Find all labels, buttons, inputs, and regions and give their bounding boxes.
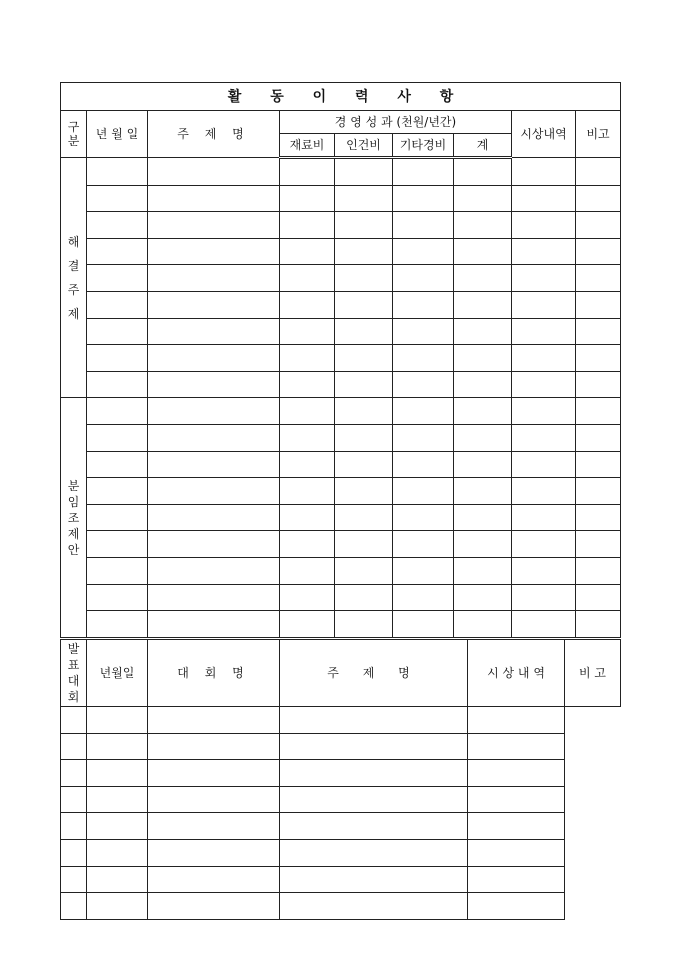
table-cell[interactable] xyxy=(393,345,454,372)
table-cell[interactable] xyxy=(454,371,512,398)
table-cell[interactable] xyxy=(576,451,621,478)
table-row xyxy=(61,212,621,239)
conf-subject-header: 주 제 명 xyxy=(280,640,468,707)
table-cell[interactable] xyxy=(393,504,454,531)
table-cell[interactable] xyxy=(454,531,512,558)
table-cell[interactable] xyxy=(576,611,621,638)
table-cell[interactable] xyxy=(576,584,621,611)
table-cell[interactable] xyxy=(280,478,335,505)
table-cell[interactable] xyxy=(512,345,576,372)
table-cell[interactable] xyxy=(393,611,454,638)
table-cell[interactable] xyxy=(454,424,512,451)
table-cell[interactable] xyxy=(393,185,454,212)
other-costs-header: 기타경비 xyxy=(393,134,454,158)
conf-awards-header: 시 상 내 역 xyxy=(468,640,565,707)
table-cell[interactable] xyxy=(576,398,621,425)
table-cell[interactable] xyxy=(454,504,512,531)
table-cell[interactable] xyxy=(335,371,393,398)
conf-remarks-header: 비 고 xyxy=(565,640,621,707)
table-cell[interactable] xyxy=(148,813,280,840)
table-cell[interactable] xyxy=(576,424,621,451)
table-cell[interactable] xyxy=(393,158,454,186)
table-row xyxy=(61,531,621,558)
table-row xyxy=(61,707,621,734)
table-cell[interactable] xyxy=(87,424,148,451)
table-row xyxy=(61,185,621,212)
table-cell[interactable] xyxy=(148,212,280,239)
table-cell[interactable] xyxy=(576,531,621,558)
table-row xyxy=(61,318,621,345)
table-cell[interactable] xyxy=(335,557,393,584)
table-cell[interactable] xyxy=(148,839,280,866)
table-cell[interactable] xyxy=(468,707,565,734)
table-cell[interactable] xyxy=(454,478,512,505)
table-row xyxy=(61,478,621,505)
table-cell[interactable] xyxy=(87,345,148,372)
table-cell[interactable] xyxy=(280,451,335,478)
table-cell[interactable] xyxy=(280,611,335,638)
table-cell[interactable] xyxy=(148,158,280,186)
table-cell[interactable] xyxy=(512,371,576,398)
table-cell[interactable] xyxy=(335,504,393,531)
table-cell[interactable] xyxy=(280,504,335,531)
table-row xyxy=(61,265,621,292)
table-row xyxy=(61,238,621,265)
table-cell[interactable] xyxy=(393,238,454,265)
table-cell[interactable] xyxy=(61,893,87,920)
table-row xyxy=(61,893,621,920)
remarks-header: 비고 xyxy=(576,111,621,158)
table-cell[interactable] xyxy=(280,424,335,451)
table-cell[interactable] xyxy=(148,318,280,345)
table-cell[interactable] xyxy=(335,424,393,451)
table-row xyxy=(61,611,621,638)
section-label: 해 결 주 제 xyxy=(61,158,87,398)
table-cell[interactable] xyxy=(468,839,565,866)
table-cell[interactable] xyxy=(148,733,280,760)
table-cell[interactable] xyxy=(87,371,148,398)
table-cell[interactable] xyxy=(512,158,576,186)
table-row xyxy=(61,424,621,451)
table-cell[interactable] xyxy=(576,265,621,292)
table-cell[interactable] xyxy=(280,866,468,893)
table-cell[interactable] xyxy=(280,291,335,318)
table-row xyxy=(61,786,621,813)
table-cell[interactable] xyxy=(148,398,280,425)
table-cell[interactable] xyxy=(87,265,148,292)
table-cell[interactable] xyxy=(61,866,87,893)
table-row xyxy=(61,291,621,318)
table-row xyxy=(61,371,621,398)
table-cell[interactable] xyxy=(87,584,148,611)
materials-header: 재료비 xyxy=(280,134,335,158)
table-cell[interactable] xyxy=(87,611,148,638)
table-cell[interactable] xyxy=(280,531,335,558)
table-cell[interactable] xyxy=(280,733,468,760)
table-cell[interactable] xyxy=(393,398,454,425)
table-cell[interactable] xyxy=(576,212,621,239)
table-cell[interactable] xyxy=(335,531,393,558)
table-cell[interactable] xyxy=(454,584,512,611)
table-cell[interactable] xyxy=(280,158,335,186)
table-cell[interactable] xyxy=(148,786,280,813)
table-cell[interactable] xyxy=(335,238,393,265)
table-cell[interactable] xyxy=(87,839,148,866)
table-cell[interactable] xyxy=(61,786,87,813)
table-cell[interactable] xyxy=(454,398,512,425)
total-header: 계 xyxy=(454,134,512,158)
table-cell[interactable] xyxy=(87,398,148,425)
table-cell[interactable] xyxy=(148,611,280,638)
table-cell[interactable] xyxy=(512,451,576,478)
activity-table xyxy=(60,82,621,638)
table-cell[interactable] xyxy=(454,291,512,318)
table-cell[interactable] xyxy=(512,584,576,611)
table-cell[interactable] xyxy=(280,318,335,345)
table-cell[interactable] xyxy=(454,212,512,239)
table-cell[interactable] xyxy=(148,478,280,505)
table-cell[interactable] xyxy=(393,451,454,478)
table-cell[interactable] xyxy=(148,371,280,398)
table-cell[interactable] xyxy=(454,345,512,372)
table-cell[interactable] xyxy=(148,291,280,318)
table-cell[interactable] xyxy=(280,398,335,425)
table-cell[interactable] xyxy=(87,478,148,505)
table-cell[interactable] xyxy=(87,318,148,345)
table-cell[interactable] xyxy=(61,733,87,760)
table-cell[interactable] xyxy=(468,786,565,813)
table-row xyxy=(61,557,621,584)
table-row xyxy=(61,584,621,611)
conference-name-header: 대 회 명 xyxy=(148,640,280,707)
form-title: 활 동 이 력 사 항 xyxy=(61,83,621,111)
table-cell[interactable] xyxy=(280,707,468,734)
table-cell[interactable] xyxy=(87,786,148,813)
table-cell[interactable] xyxy=(335,611,393,638)
table-cell[interactable] xyxy=(87,707,148,734)
table-cell[interactable] xyxy=(148,531,280,558)
table-cell[interactable] xyxy=(280,584,335,611)
table-cell[interactable] xyxy=(576,318,621,345)
table-cell[interactable] xyxy=(512,212,576,239)
table-row xyxy=(61,345,621,372)
table-cell[interactable] xyxy=(87,531,148,558)
table-cell[interactable] xyxy=(512,318,576,345)
table-row xyxy=(61,839,621,866)
table-cell[interactable] xyxy=(280,813,468,840)
table-cell[interactable] xyxy=(148,866,280,893)
table-cell[interactable] xyxy=(148,238,280,265)
table-cell[interactable] xyxy=(87,760,148,787)
table-cell[interactable] xyxy=(148,345,280,372)
table-cell[interactable] xyxy=(335,212,393,239)
table-cell[interactable] xyxy=(393,212,454,239)
table-cell[interactable] xyxy=(335,318,393,345)
table-cell[interactable] xyxy=(576,478,621,505)
table-cell[interactable] xyxy=(280,786,468,813)
results-body xyxy=(61,158,621,638)
table-cell[interactable] xyxy=(393,557,454,584)
subject-header: 주 제 명 xyxy=(148,111,280,158)
table-cell[interactable] xyxy=(87,158,148,186)
table-cell[interactable] xyxy=(468,813,565,840)
category-header: 구 분 xyxy=(61,111,87,158)
table-cell[interactable] xyxy=(512,504,576,531)
table-cell[interactable] xyxy=(576,158,621,186)
table-cell[interactable] xyxy=(393,265,454,292)
table-row xyxy=(61,158,621,186)
table-cell[interactable] xyxy=(61,813,87,840)
table-cell[interactable] xyxy=(576,238,621,265)
table-cell[interactable] xyxy=(280,760,468,787)
table-cell[interactable] xyxy=(576,185,621,212)
table-cell[interactable] xyxy=(280,371,335,398)
table-cell[interactable] xyxy=(280,557,335,584)
table-cell[interactable] xyxy=(280,265,335,292)
table-cell[interactable] xyxy=(148,424,280,451)
table-cell[interactable] xyxy=(393,318,454,345)
table-cell[interactable] xyxy=(335,291,393,318)
table-cell[interactable] xyxy=(335,185,393,212)
table-cell[interactable] xyxy=(454,158,512,186)
table-cell[interactable] xyxy=(454,451,512,478)
table-cell[interactable] xyxy=(87,504,148,531)
table-cell[interactable] xyxy=(512,185,576,212)
table-cell[interactable] xyxy=(393,424,454,451)
conf-date-header: 년월일 xyxy=(87,640,148,707)
table-cell[interactable] xyxy=(148,760,280,787)
table-cell[interactable] xyxy=(280,893,468,920)
table-cell[interactable] xyxy=(335,265,393,292)
table-row xyxy=(61,451,621,478)
table-cell[interactable] xyxy=(576,345,621,372)
table-row xyxy=(61,866,621,893)
table-cell[interactable] xyxy=(61,839,87,866)
table-cell[interactable] xyxy=(512,611,576,638)
table-cell[interactable] xyxy=(393,584,454,611)
table-cell[interactable] xyxy=(454,557,512,584)
table-cell[interactable] xyxy=(87,733,148,760)
table-cell[interactable] xyxy=(454,318,512,345)
table-cell[interactable] xyxy=(512,398,576,425)
table-cell[interactable] xyxy=(148,265,280,292)
table-cell[interactable] xyxy=(468,893,565,920)
table-cell[interactable] xyxy=(393,531,454,558)
table-cell[interactable] xyxy=(468,760,565,787)
conference-table xyxy=(60,639,621,920)
table-cell[interactable] xyxy=(148,557,280,584)
mgmt-results-header: 경 영 성 과 (천원/년간) xyxy=(280,111,512,134)
table-cell[interactable] xyxy=(576,504,621,531)
table-cell[interactable] xyxy=(576,291,621,318)
table-cell[interactable] xyxy=(280,212,335,239)
table-cell[interactable] xyxy=(87,451,148,478)
table-row xyxy=(61,760,621,787)
date-header: 년 월 일 xyxy=(87,111,148,158)
table-cell[interactable] xyxy=(454,265,512,292)
table-cell[interactable] xyxy=(335,451,393,478)
table-cell[interactable] xyxy=(512,424,576,451)
table-cell[interactable] xyxy=(148,584,280,611)
table-cell[interactable] xyxy=(148,707,280,734)
table-cell[interactable] xyxy=(87,238,148,265)
labor-header: 인건비 xyxy=(335,134,393,158)
table-cell[interactable] xyxy=(87,291,148,318)
activity-history-form xyxy=(60,82,620,879)
table-cell[interactable] xyxy=(335,478,393,505)
table-cell[interactable] xyxy=(148,451,280,478)
table-cell[interactable] xyxy=(87,866,148,893)
table-cell[interactable] xyxy=(280,839,468,866)
table-cell[interactable] xyxy=(87,813,148,840)
table-cell[interactable] xyxy=(335,584,393,611)
awards-header: 시상내역 xyxy=(512,111,576,158)
table-cell[interactable] xyxy=(61,760,87,787)
table-cell[interactable] xyxy=(512,557,576,584)
table-cell[interactable] xyxy=(87,893,148,920)
table-cell[interactable] xyxy=(87,185,148,212)
section-label: 분 임 조 제 안 xyxy=(61,398,87,637)
table-cell[interactable] xyxy=(87,212,148,239)
table-cell[interactable] xyxy=(148,893,280,920)
table-cell[interactable] xyxy=(87,557,148,584)
table-cell[interactable] xyxy=(512,531,576,558)
table-cell[interactable] xyxy=(512,291,576,318)
table-row xyxy=(61,813,621,840)
table-cell[interactable] xyxy=(454,185,512,212)
table-row xyxy=(61,733,621,760)
table-row xyxy=(61,504,621,531)
table-cell[interactable] xyxy=(335,398,393,425)
table-cell[interactable] xyxy=(280,238,335,265)
table-cell[interactable] xyxy=(576,371,621,398)
table-cell[interactable] xyxy=(335,345,393,372)
table-cell[interactable] xyxy=(393,371,454,398)
table-cell[interactable] xyxy=(468,866,565,893)
table-cell[interactable] xyxy=(61,707,87,734)
conference-section-label: 발 표 대 회 xyxy=(61,640,87,707)
table-cell[interactable] xyxy=(148,504,280,531)
table-cell[interactable] xyxy=(148,185,280,212)
table-cell[interactable] xyxy=(454,238,512,265)
table-cell[interactable] xyxy=(512,265,576,292)
table-cell[interactable] xyxy=(512,478,576,505)
table-cell[interactable] xyxy=(576,557,621,584)
table-cell[interactable] xyxy=(280,345,335,372)
table-row xyxy=(61,398,621,425)
table-cell[interactable] xyxy=(393,478,454,505)
table-cell[interactable] xyxy=(468,733,565,760)
table-cell[interactable] xyxy=(512,238,576,265)
table-cell[interactable] xyxy=(335,158,393,186)
table-cell[interactable] xyxy=(454,611,512,638)
table-cell[interactable] xyxy=(280,185,335,212)
table-cell[interactable] xyxy=(393,291,454,318)
